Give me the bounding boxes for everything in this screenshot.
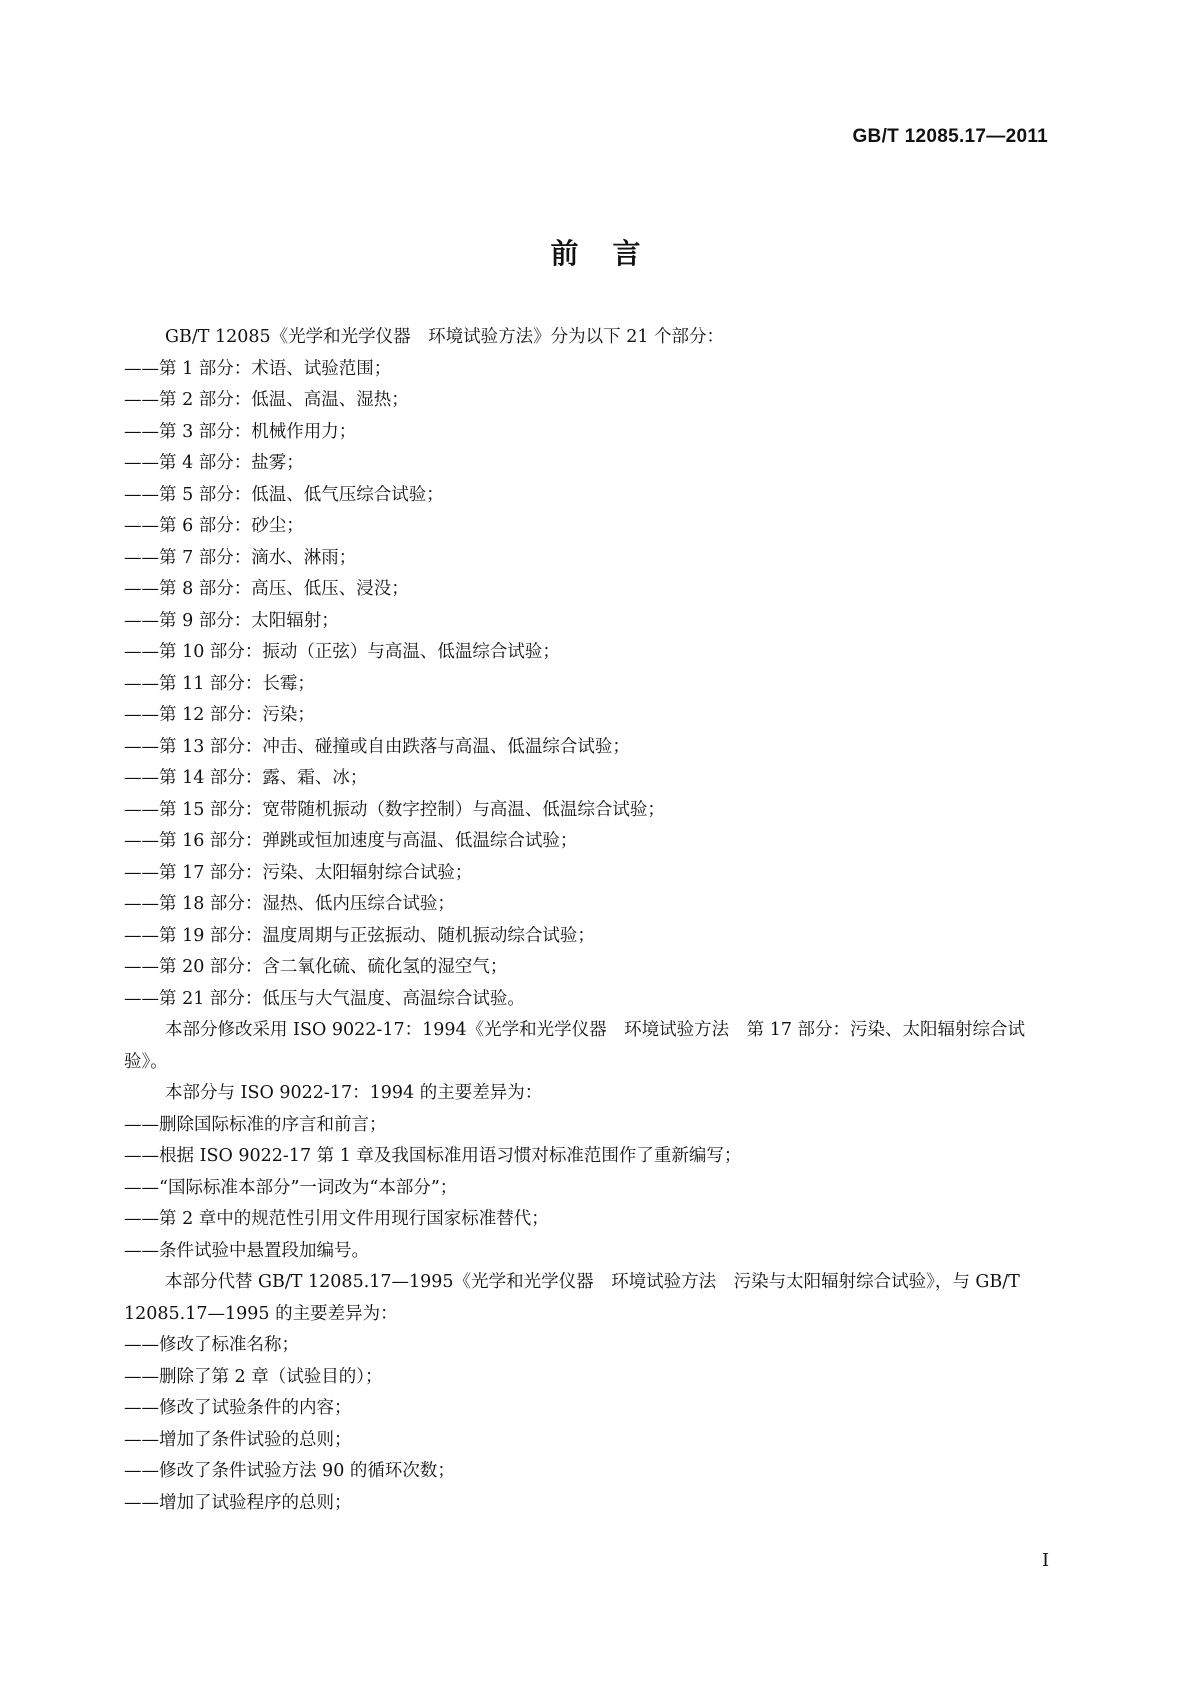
list-item: ——第 2 章中的规范性引用文件用现行国家标准替代； — [124, 1209, 549, 1229]
list-item: ——第 3 部分：机械作用力； — [124, 421, 357, 442]
standard-code: GB/T 12085.17—2011 — [852, 126, 1048, 147]
list-item: ——第 10 部分：振动（正弦）与高温、低温综合试验； — [124, 642, 560, 662]
list-item: ——根据 ISO 9022-17 第 1 章及我国标准用语习惯对标准范围作了重新编写； — [124, 1146, 742, 1166]
replace-diff-list — [124, 1330, 1063, 1519]
list-item: ——第 13 部分：冲击、碰撞或自由跌落与高温、低温综合试验； — [124, 736, 630, 757]
list-item: ——第 8 部分：高压、低压、浸没； — [124, 579, 409, 599]
page-title: 前言 — [550, 237, 675, 270]
list-item: ——第 19 部分：温度周期与正弦振动、随机振动综合试验； — [124, 925, 595, 946]
list-item: ——增加了试验程序的总则； — [124, 1492, 352, 1513]
list-item: ——修改了条件试验方法 90 的循环次数； — [124, 1461, 455, 1481]
list-item: ——第 5 部分：低温、低气压综合试验； — [124, 484, 444, 505]
list-item: ——第 14 部分：露、霜、冰； — [124, 768, 368, 788]
list-item: ——修改了标准名称； — [124, 1335, 299, 1355]
replace-intro: 本部分代替 GB/T 12085.17—1995《光学和光学仪器 环境试验方法 污染与太阳辐射综合试验》，与 GB/T 12085.17—1995 的主要差异为： — [124, 1272, 1020, 1324]
list-item: ——第 12 部分：污染； — [124, 705, 315, 725]
list-item: ——条件试验中悬置段加编号。 — [124, 1240, 369, 1261]
document-body — [124, 322, 1063, 1519]
list-item: ——第 16 部分：弹跳或恒加速度与高温、低温综合试验； — [124, 831, 578, 851]
list-item: ——第 9 部分：太阳辐射； — [124, 610, 339, 631]
adoption-paragraph: 本部分修改采用 ISO 9022-17：1994《光学和光学仪器 环境试验方法 第 17 部分：污染、太阳辐射综合试验》。 — [124, 1020, 1026, 1072]
list-item: ——第 1 部分：术语、试验范围； — [124, 358, 392, 379]
iso-diff-intro: 本部分与 ISO 9022-17：1994 的主要差异为： — [165, 1083, 543, 1103]
list-item: ——“国际标准本部分”一词改为“本部分”； — [124, 1177, 458, 1198]
page-number: I — [1042, 1550, 1050, 1571]
intro-paragraph: GB/T 12085《光学和光学仪器 环境试验方法》分为以下 21 个部分： — [165, 327, 725, 347]
list-item: ——修改了试验条件的内容； — [124, 1398, 352, 1418]
list-item: ——第 2 部分：低温、高温、湿热； — [124, 390, 409, 410]
list-item: ——第 18 部分：湿热、低内压综合试验； — [124, 894, 455, 914]
list-item: ——第 11 部分：长霉； — [124, 673, 315, 694]
list-item: ——第 20 部分：含二氧化硫、硫化氢的湿空气； — [124, 957, 508, 977]
list-item: ——第 15 部分：宽带随机振动（数字控制）与高温、低温综合试验； — [124, 799, 665, 820]
list-item: ——删除国际标准的序言和前言； — [124, 1114, 387, 1135]
iso-diff-list — [124, 1110, 1063, 1268]
list-item: ——删除了第 2 章（试验目的）； — [124, 1366, 383, 1387]
list-item: ——第 21 部分：低压与大气温度、高温综合试验。 — [124, 988, 525, 1009]
list-item: ——增加了条件试验的总则； — [124, 1429, 352, 1450]
list-item: ——第 17 部分：污染、太阳辐射综合试验； — [124, 862, 473, 883]
list-item: ——第 6 部分：砂尘； — [124, 516, 304, 536]
parts-list — [124, 354, 1063, 1016]
list-item: ——第 4 部分：盐雾； — [124, 453, 304, 473]
list-item: ——第 7 部分：滴水、淋雨； — [124, 547, 357, 568]
